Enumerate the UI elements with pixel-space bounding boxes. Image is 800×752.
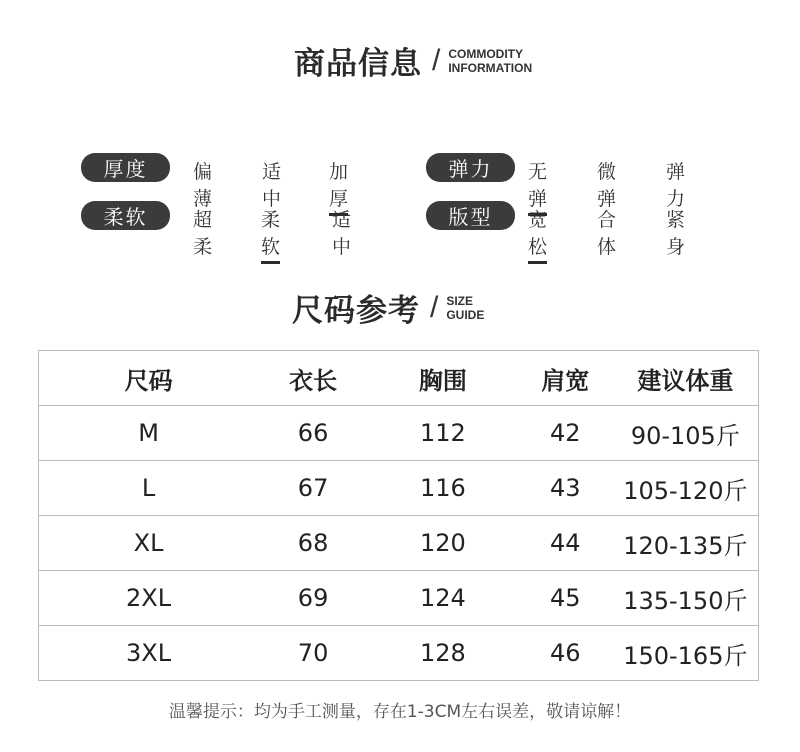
size-table xyxy=(38,350,759,681)
table-header-row xyxy=(39,351,759,406)
header-length: 衣长 xyxy=(258,351,368,406)
cell-length: 68 xyxy=(258,516,368,571)
attr-option-selected: 柔软 xyxy=(261,205,280,264)
commodity-title-zh: 商品信息 xyxy=(294,46,422,82)
table-row xyxy=(39,626,759,681)
size-title-en xyxy=(446,294,484,322)
attr-option: 弹力 xyxy=(666,161,686,210)
attr-softness xyxy=(81,201,352,258)
attr-option: 偏薄 xyxy=(193,161,213,210)
cell-length: 70 xyxy=(258,626,368,681)
attr-label-elasticity: 弹力 xyxy=(426,153,515,182)
cell-chest: 120 xyxy=(368,516,518,571)
cell-size: M xyxy=(39,406,259,461)
attr-fit xyxy=(426,201,686,258)
header-shoulder: 肩宽 xyxy=(518,351,613,406)
cell-chest: 128 xyxy=(368,626,518,681)
attr-option-selected: 无弹 xyxy=(528,157,547,216)
cell-size: L xyxy=(39,461,259,516)
commodity-info-heading xyxy=(294,38,532,83)
cell-weight: 120-135斤 xyxy=(613,516,759,571)
attr-option: 超柔 xyxy=(193,209,213,258)
attr-label-thickness: 厚度 xyxy=(81,153,170,182)
size-guide-heading xyxy=(292,285,484,330)
attr-option: 适中 xyxy=(332,209,352,258)
commodity-title-en-line2: INFORMATION xyxy=(448,60,533,75)
header-weight: 建议体重 xyxy=(613,351,759,406)
table-row xyxy=(39,461,759,516)
table-row xyxy=(39,516,759,571)
cell-length: 69 xyxy=(258,571,368,626)
attr-option: 适中 xyxy=(262,161,282,210)
cell-shoulder: 45 xyxy=(518,571,613,626)
measurement-note: 温馨提示：均为手工测量，存在1-3CM左右误差，敬请谅解！ xyxy=(168,702,632,722)
attr-label-fit: 版型 xyxy=(426,201,515,230)
cell-weight: 150-165斤 xyxy=(613,626,759,681)
title-slash: / xyxy=(432,43,441,77)
cell-chest: 112 xyxy=(368,406,518,461)
attr-elasticity xyxy=(426,153,686,210)
commodity-title-en xyxy=(448,47,532,75)
attr-option: 紧身 xyxy=(666,209,686,258)
cell-weight: 135-150斤 xyxy=(613,571,759,626)
cell-shoulder: 42 xyxy=(518,406,613,461)
cell-length: 66 xyxy=(258,406,368,461)
table-row xyxy=(39,571,759,626)
commodity-title-en-line1: COMMODITY xyxy=(448,46,524,61)
cell-weight: 105-120斤 xyxy=(613,461,759,516)
attr-option: 合体 xyxy=(597,209,617,258)
attr-option-selected: 加厚 xyxy=(329,157,348,216)
attr-option-selected: 宽松 xyxy=(528,205,547,264)
cell-weight: 90-105斤 xyxy=(613,406,759,461)
cell-shoulder: 46 xyxy=(518,626,613,681)
size-title-zh: 尺码参考 xyxy=(292,293,420,329)
cell-shoulder: 44 xyxy=(518,516,613,571)
cell-size: 2XL xyxy=(39,571,259,626)
attr-option: 微弹 xyxy=(597,161,617,210)
cell-size: XL xyxy=(39,516,259,571)
header-size: 尺码 xyxy=(39,351,259,406)
cell-length: 67 xyxy=(258,461,368,516)
header-chest: 胸围 xyxy=(368,351,518,406)
cell-chest: 124 xyxy=(368,571,518,626)
cell-chest: 116 xyxy=(368,461,518,516)
title-slash: / xyxy=(430,290,439,324)
size-title-en-line2: GUIDE xyxy=(446,307,485,322)
cell-size: 3XL xyxy=(39,626,259,681)
attr-label-softness: 柔软 xyxy=(81,201,170,230)
size-title-en-line1: SIZE xyxy=(446,293,474,308)
cell-shoulder: 43 xyxy=(518,461,613,516)
attr-thickness xyxy=(81,153,349,210)
table-row xyxy=(39,406,759,461)
